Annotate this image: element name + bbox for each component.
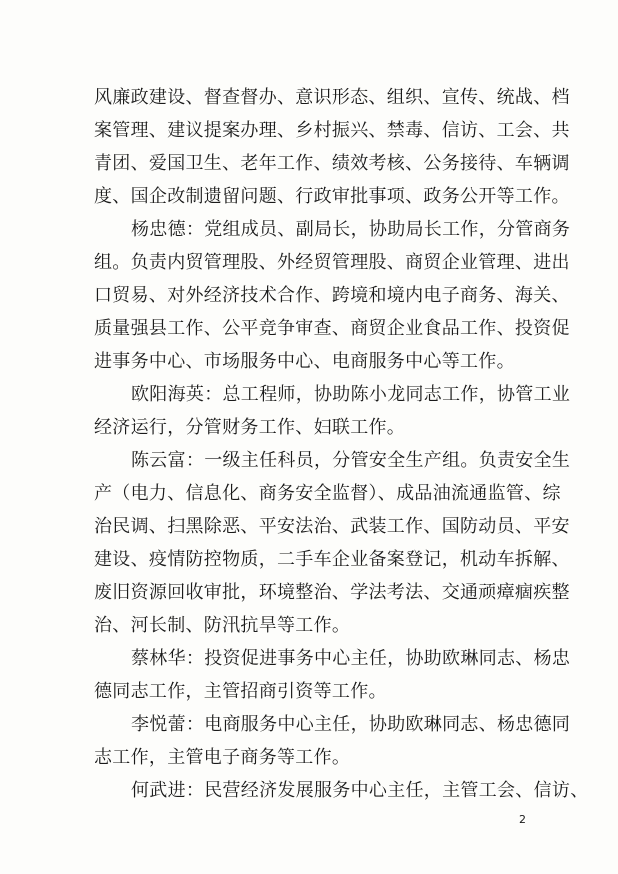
text-line-9: 进事务中心、市场服务中心、电商服务中心等工作。 — [94, 351, 515, 372]
text-line-8: 质量强县工作、公平竞争审查、商贸企业食品工作、投资促 — [94, 318, 570, 339]
text-line-5: 杨忠德：党组成员、副局长，协助局长工作，分管商务 — [131, 219, 571, 240]
page-number: 2 — [519, 813, 526, 826]
text-line-2: 案管理、建议提案办理、乡村振兴、禁毒、信访、工会、共 — [94, 120, 570, 141]
text-line-13: 产（电力、信息化、商务安全监督）、成品油流通监管、综 — [94, 483, 561, 504]
text-line-11: 经济运行，分管财务工作、妇联工作。 — [94, 417, 406, 438]
text-line-22: 何武进：民营经济发展服务中心主任，主管工会、信访、 — [131, 780, 589, 801]
text-line-10: 欧阳海英：总工程师，协助陈小龙同志工作，协管工业 — [131, 384, 571, 405]
text-line-19: 德同志工作，主管招商引资等工作。 — [94, 681, 387, 702]
text-line-17: 治、河长制、防汛抗旱等工作。 — [94, 615, 351, 636]
text-line-20: 李悦蕾：电商服务中心主任，协助欧琳同志、杨忠德同 — [131, 714, 571, 735]
text-line-12: 陈云富：一级主任科员，分管安全生产组。负责安全生 — [131, 450, 571, 471]
text-line-21: 志工作，主管电子商务等工作。 — [94, 747, 351, 768]
text-line-1: 风廉政建设、督查督办、意识形态、组织、宣传、统战、档 — [94, 87, 570, 108]
text-line-15: 建设、疫情防控物质，二手车企业备案登记，机动车拆解、 — [94, 549, 570, 570]
text-line-7: 口贸易、对外经济技术合作、跨境和境内电子商务、海关、 — [94, 285, 570, 306]
text-line-16: 废旧资源回收审批，环境整治、学法考法、交通顽瘴痼疾整 — [94, 582, 570, 603]
text-line-6: 组。负责内贸管理股、外经贸管理股、商贸企业管理、进出 — [94, 252, 570, 273]
text-line-18: 蔡林华：投资促进事务中心主任，协助欧琳同志、杨忠 — [131, 648, 571, 669]
text-line-3: 青团、爱国卫生、老年工作、绩效考核、公务接待、车辆调 — [94, 153, 570, 174]
text-line-4: 度、国企改制遗留问题、行政审批事项、政务公开等工作。 — [94, 186, 570, 207]
text-line-14: 治民调、扫黑除恶、平安法治、武装工作、国防动员、平安 — [94, 516, 570, 537]
